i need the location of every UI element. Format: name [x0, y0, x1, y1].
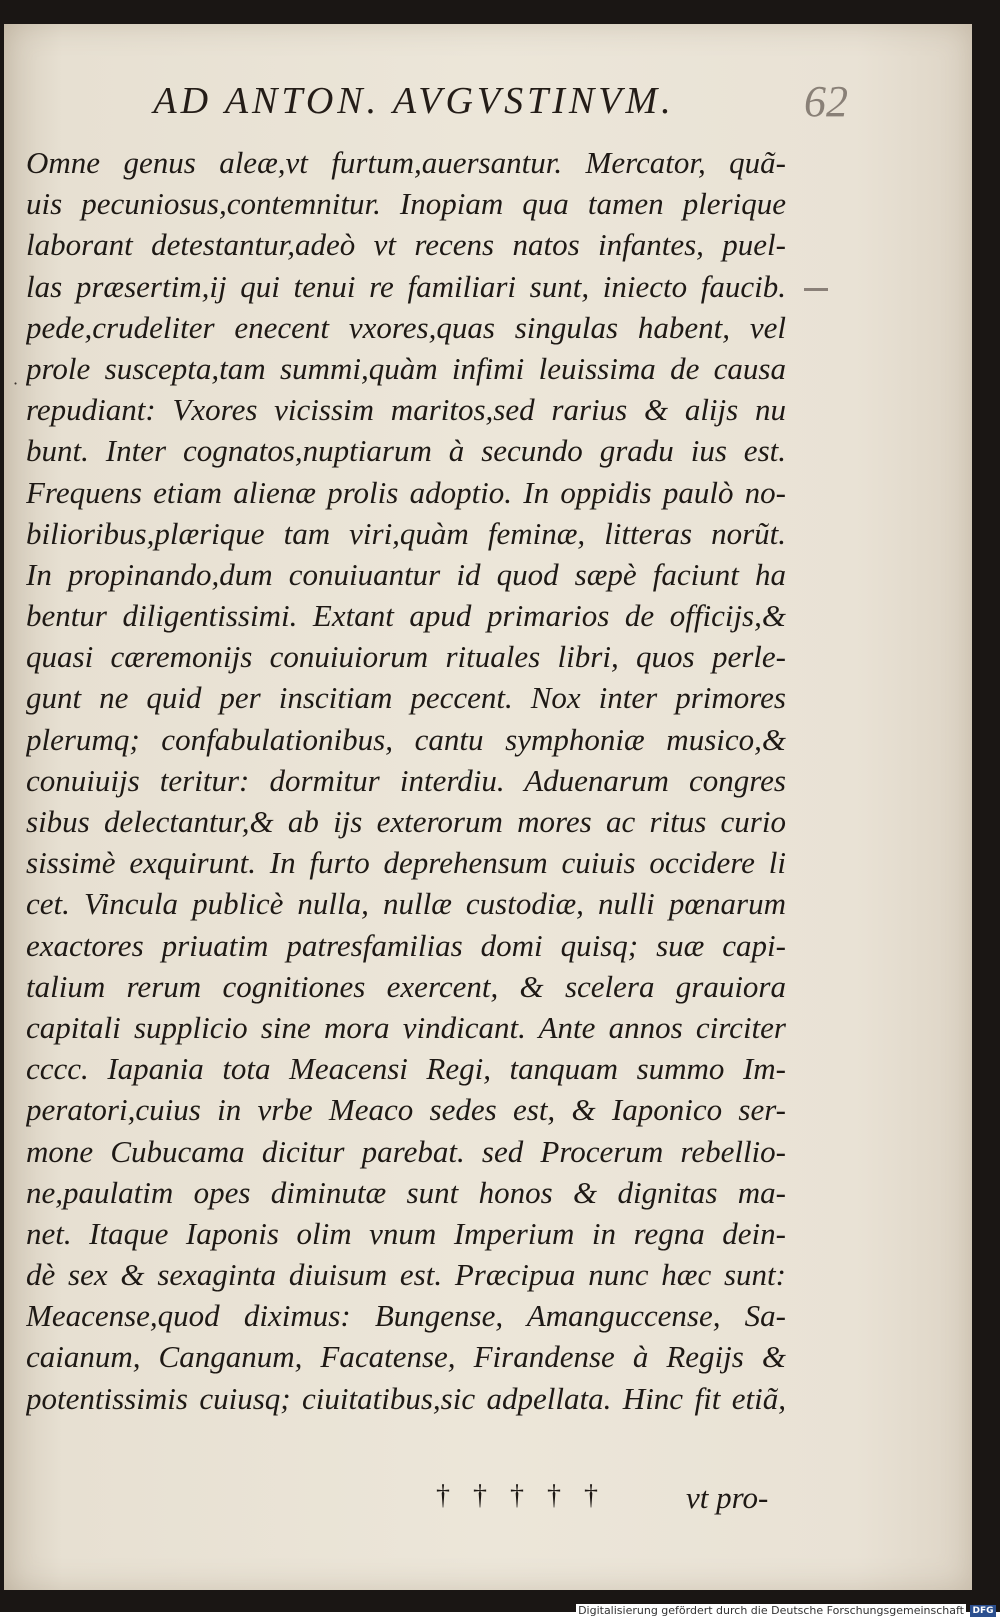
- text-line: repudiant: Vxores vicissim maritos,sed rarius & alijs nu: [26, 392, 786, 428]
- text-line: bentur diligentissimi. Extant apud primarios de officijs,&: [26, 598, 786, 634]
- text-line: capitali supplicio sine mora vindicant. Ante annos circiter: [26, 1009, 786, 1045]
- text-line: dè sex & sexaginta diuisum est. Præcipua nunc hæc sunt:: [26, 1257, 786, 1293]
- running-head: AD ANTON. AVGVSTINVM.: [153, 80, 675, 122]
- text-line: uis pecuniosus,contemnitur. Inopiam qua tamen plerique: [26, 186, 786, 222]
- catchword: vt pro-: [686, 1480, 769, 1515]
- folio-number: 62: [804, 77, 848, 126]
- text-line: peratori,cuius in vrbe Meaco sedes est, & Iaponico ser-: [26, 1092, 786, 1128]
- text-line: mone Cubucama dicitur parebat. sed Procerum rebellio-: [26, 1133, 786, 1169]
- text-line: ne,paulatim opes diminutæ sunt honos & dignitas ma-: [26, 1174, 786, 1210]
- text-line: laborant detestantur,adeò vt recens natos infantes, puel-: [26, 227, 786, 263]
- text-line: quasi cæremonijs conuiuiorum rituales libri, quos perle-: [26, 639, 786, 675]
- text-line: bilioribus,plærique tam viri,quàm feminæ, litteras norũt.: [26, 515, 786, 551]
- text-line: In propinando,dum conuiuantur id quod sæpè faciunt ha: [26, 556, 786, 592]
- text-line: conuiuijs teritur: dormitur interdiu. Aduenarum congres: [26, 762, 786, 798]
- text-line: sissimè exquirunt. In furto deprehensum cuiuis occidere li: [26, 845, 786, 881]
- text-line: plerumq; confabulationibus, cantu symphoniæ musico,&: [26, 721, 786, 757]
- text-line: cccc. Iapania tota Meacensi Regi, tanquam summo Im-: [26, 1051, 786, 1087]
- text-line: las præsertim,ij qui tenui re familiari sunt, iniecto faucib.: [26, 268, 786, 304]
- text-line: talium rerum cognitiones exercent, & scelera grauiora: [26, 968, 786, 1004]
- margin-mark: [804, 288, 828, 291]
- funding-credit: Digitalisierung gefördert durch die Deutsche Forschungsgemeinschaft: [578, 1604, 964, 1617]
- text-line: caianum, Canganum, Facatense, Firandense à Regijs &: [26, 1339, 786, 1375]
- text-line: cet. Vincula publicè nulla, nullæ custodiæ, nulli pœnarum: [26, 886, 786, 922]
- text-line: potentissimis cuiusq; ciuitatibus,sic adpellata. Hinc fit etiã,: [26, 1380, 786, 1416]
- body-text: [26, 142, 786, 1419]
- dfg-logo: DFG: [970, 1605, 996, 1617]
- text-line: Omne genus aleæ,vt furtum,auersantur. Mercator, quã-: [26, 145, 786, 180]
- signature-mark: † † † † †: [436, 1480, 606, 1511]
- text-line: pede,crudeliter enecent vxores,quas singulas habent, vel: [26, 309, 786, 345]
- text-line: net. Itaque Iaponis olim vnum Imperium in regna dein-: [26, 1215, 786, 1251]
- text-line: bunt. Inter cognatos,nuptiarum à secundo gradu ius est.: [26, 433, 786, 469]
- text-line: exactores priuatim patresfamilias domi quisq; suæ capi-: [26, 927, 786, 963]
- margin-dot: ·: [13, 374, 19, 393]
- text-line: Meacense,quod diximus: Bungense, Amanguccense, Sa-: [26, 1298, 786, 1334]
- text-line: sibus delectantur,& ab ijs exterorum mores ac ritus curio: [26, 804, 786, 839]
- text-line: Frequens etiam alienæ prolis adoptio. In oppidis paulò no-: [26, 474, 786, 510]
- text-line: gunt ne quid per inscitiam peccent. Nox inter primores: [26, 680, 786, 716]
- text-line: prole suscepta,tam summi,quàm infimi leuissima de causa: [26, 350, 786, 386]
- book-page: [4, 24, 972, 1590]
